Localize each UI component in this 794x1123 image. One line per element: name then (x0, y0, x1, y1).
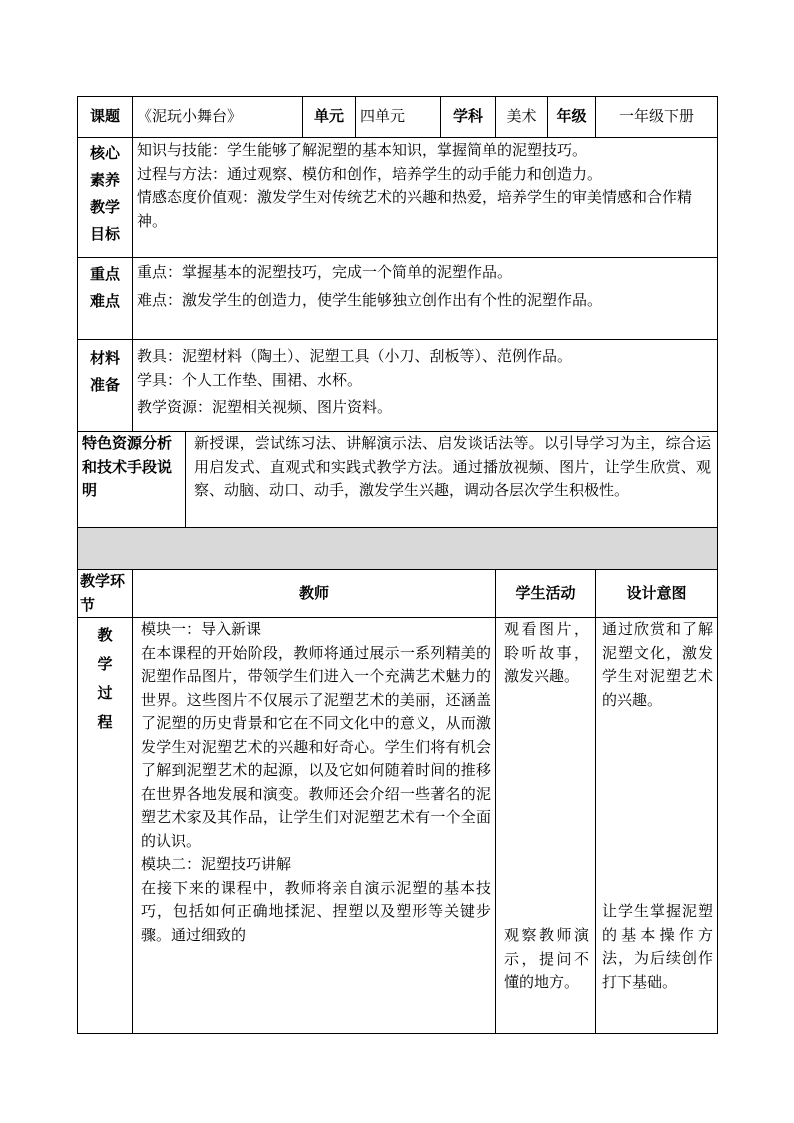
process-header-row (78, 570, 718, 618)
topic-value: 《泥玩小舞台》 (133, 97, 303, 138)
key-points-row (78, 258, 718, 340)
unit-value: 四单元 (356, 97, 441, 138)
teaching-aids-text: 教具：泥塑材料（陶土）、泥塑工具（小刀、刮板等）、范例作品。 (137, 347, 573, 365)
module2-title: 模块二：泥塑技巧讲解 (141, 855, 292, 873)
topic-label: 课题 (78, 97, 133, 138)
key-points-label: 重点难点 (78, 258, 133, 340)
student-activity-2: 观察教师演示，提问不懂的地方。 (504, 926, 590, 991)
objective-emotion: 情感态度价值观：激发学生对传统艺术的兴趣和热爱，培养学生的审美情感和合作精神。 (137, 188, 693, 230)
learning-aids-text: 学具：个人工作垫、围裙、水杯。 (137, 370, 363, 389)
subject-label: 学科 (441, 97, 496, 138)
methods-text: 新授课，尝试练习法、讲解演示法、启发谈话法等。以引导学习为主，综合运用启发式、直观式和实践式教学方法。通过播放视频、图片，让学生欣赏、观察、动脑、动口、动手，激发学生兴趣，调动各层次学生积极性。 (186, 432, 718, 528)
intent-header: 设计意图 (596, 570, 718, 618)
methods-row (78, 432, 718, 528)
teacher-content (133, 618, 496, 1034)
methods-label: 特色资源分析和技术手段说明 (78, 432, 186, 528)
difficult-point-text: 难点：激发学生的创造力，使学生能够独立创作出有个性的泥塑作品。 (137, 290, 603, 309)
objective-process: 过程与方法：通过观察、模仿和创作，培养学生的动手能力和创造力。 (137, 164, 603, 183)
grade-label: 年级 (548, 97, 596, 138)
process-body-row (78, 618, 718, 1034)
student-activity-content (496, 618, 596, 1034)
design-intent-2: 让学生掌握泥塑的基本操作方法，为后续创作打下基础。 (602, 902, 714, 991)
objectives-content (133, 138, 718, 258)
grade-value: 一年级下册 (596, 97, 718, 138)
materials-label: 材料准备 (78, 340, 133, 432)
lesson-plan-table (77, 96, 718, 1034)
key-points-content (133, 258, 718, 340)
subject-value: 美术 (496, 97, 548, 138)
unit-label: 单元 (303, 97, 356, 138)
stage-header: 教学环节 (78, 570, 133, 618)
objective-knowledge: 知识与技能：学生能够了解泥塑的基本知识，掌握简单的泥塑技巧。 (137, 141, 588, 159)
materials-content (133, 340, 718, 432)
gray-separator (78, 528, 718, 570)
materials-row (78, 340, 718, 432)
student-header: 学生活动 (496, 570, 596, 618)
process-label: 教学过程 (78, 618, 133, 1034)
module1-text: 在本课程的开始阶段，教师将通过展示一系列精美的泥塑作品图片，带领学生们进入一个充满艺术魅力的世界。这些图片不仅展示了泥塑艺术的美丽，还涵盖了泥塑的历史背景和它在不同文化中的意义，从而激发学生对泥塑艺术的兴趣和好奇心。学生们将有机会了解到泥塑艺术的起源，以及它如何随着时间的推移在世界各地发展和演变。教师还会介绍一些著名的泥塑艺术家及其作品，让学生们对泥塑艺术有一个全面的认识。 (141, 643, 492, 850)
module2-text: 在接下来的课程中，教师将亲自演示泥塑的基本技巧，包括如何正确地揉泥、捏塑以及塑形等关键步骤。通过细致的 (141, 878, 492, 944)
key-point-text: 重点：掌握基本的泥塑技巧，完成一个简单的泥塑作品。 (137, 263, 513, 281)
design-intent-1: 通过欣赏和了解泥塑文化，激发学生对泥塑艺术的兴趣。 (602, 620, 714, 709)
teaching-resources-text: 教学资源：泥塑相关视频、图片资料。 (137, 398, 393, 416)
separator-row (78, 528, 718, 570)
design-intent-content (596, 618, 718, 1034)
module1-title: 模块一：导入新课 (141, 620, 262, 638)
student-activity-1: 观看图片，聆听故事，激发兴趣。 (504, 620, 590, 685)
teacher-header: 教师 (133, 570, 496, 618)
objectives-label: 核心素养教学目标 (78, 138, 133, 258)
header-row (78, 97, 718, 138)
objectives-row (78, 138, 718, 258)
